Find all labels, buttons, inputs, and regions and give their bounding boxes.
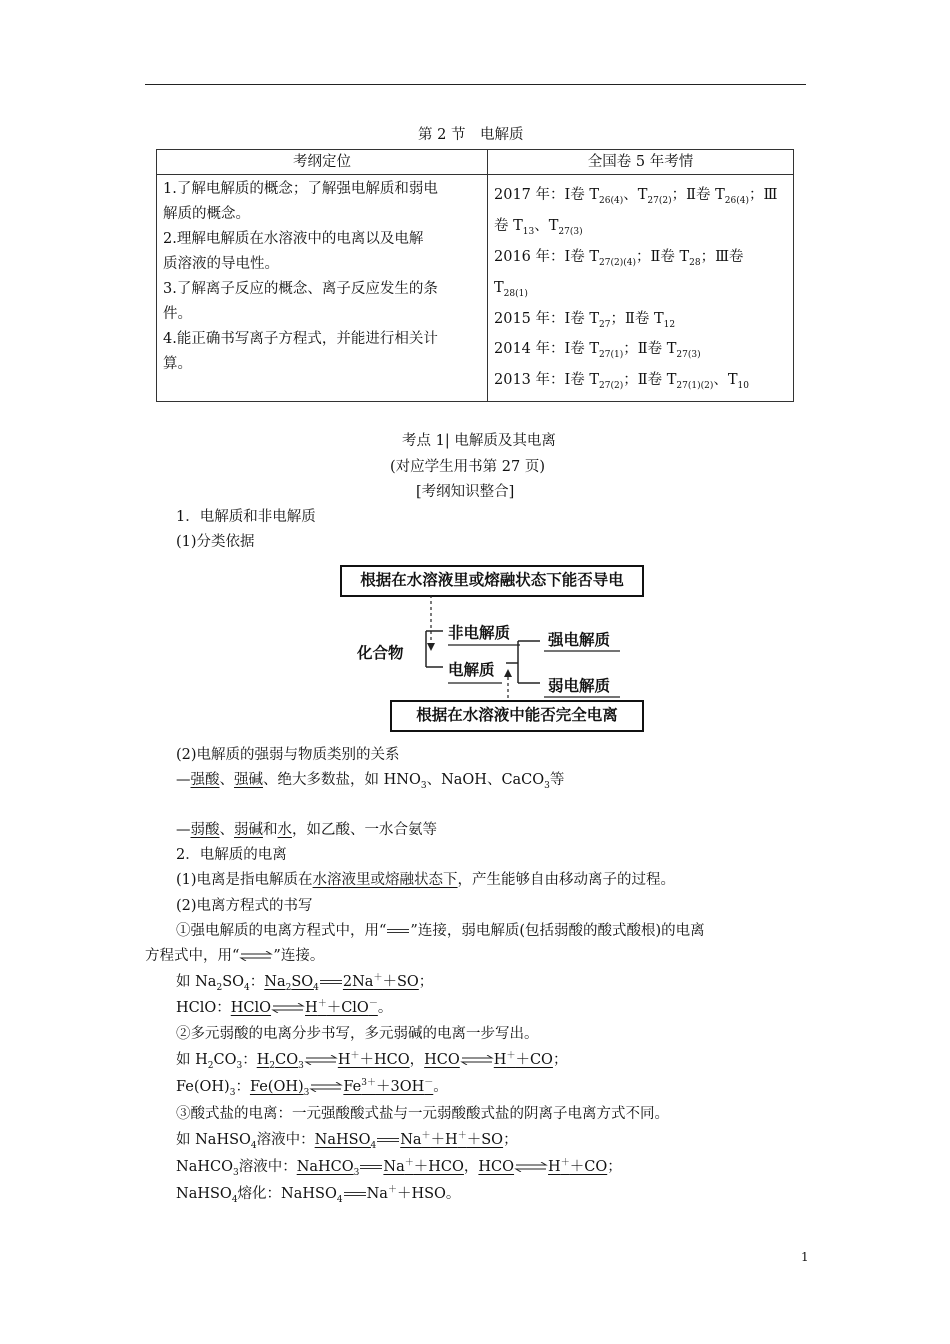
section-title: 第 2 节 电解质 bbox=[418, 127, 524, 143]
reversible-arrow-icon bbox=[271, 1003, 305, 1013]
syllabus-line: 3.了解离子反应的概念、离子反应发生的条 bbox=[163, 281, 438, 297]
arrow-head-up bbox=[504, 669, 512, 677]
strong-category-line: —强酸、强碱、绝大多数盐，如 $HNO_3$、NaOH、CaCO$_3$等 bbox=[176, 772, 565, 791]
example-h2co3: 如 $H_2CO_3$：$H_2CO_3$ H＋＋HCO，HCO H＋＋CO； bbox=[176, 1051, 568, 1071]
example-feoh3: $Fe(OH)_3$：$Fe(OH)_3$ $Fe^{3+}+3OH^-$。 bbox=[176, 1078, 448, 1098]
s2-p1: (1)电离是指电解质在水溶液里或熔融状态下，产生能够自由移动离子的过程。 bbox=[176, 872, 676, 888]
col1-header: 考纲定位 bbox=[157, 150, 488, 175]
strong-electrolyte-label: 强电解质 bbox=[548, 631, 611, 649]
weak-electrolyte-label: 弱电解质 bbox=[548, 677, 611, 695]
exam-2017-cont: 卷 $T_{13}$、$T_{27(3)}$ bbox=[494, 217, 583, 237]
syllabus-line: 质溶液的导电性。 bbox=[163, 256, 279, 272]
example-na2so4: 如 $Na_2SO_4$：$Na_2SO_4$ 2Na＋＋SO； bbox=[176, 973, 434, 993]
equals-sign-icon bbox=[344, 1192, 366, 1196]
exam-2014: 2014 年：Ⅰ卷 $T_{27(1)}$；Ⅱ卷 $T_{27(3)}$ bbox=[494, 341, 701, 361]
s2-p3-cont: 方程式中，用“ ”连接。 bbox=[145, 948, 325, 964]
compound-label: 化合物 bbox=[357, 644, 404, 662]
page-number: 1 bbox=[801, 1250, 809, 1264]
syllabus-points bbox=[157, 175, 488, 402]
exam-history bbox=[488, 175, 794, 402]
bottom-criteria-box: 根据在水溶液中能否完全电离 bbox=[390, 700, 644, 732]
s1-sub1: (1)分类依据 bbox=[176, 534, 255, 550]
kaodian-title: 考点 1| 电解质及其电离 bbox=[402, 433, 556, 449]
reversible-arrow-icon bbox=[309, 1082, 343, 1092]
equals-sign-icon bbox=[360, 1165, 382, 1169]
exam-2013: 2013 年：Ⅰ卷 $T_{27(2)}$；Ⅱ卷 $T_{27(1)(2)}$、$T_{10}$ bbox=[494, 372, 749, 392]
equals-sign-icon bbox=[320, 980, 342, 984]
s2-p4: ②多元弱酸的电离分步书写，多元弱碱的电离一步写出。 bbox=[176, 1026, 539, 1042]
syllabus-line: 1.了解电解质的概念；了解强电解质和弱电 bbox=[163, 181, 438, 197]
diagram-connectors bbox=[330, 563, 650, 738]
s2-p2: (2)电离方程式的书写 bbox=[176, 898, 313, 914]
arrow-head-down bbox=[427, 643, 435, 651]
s1-heading: 1．电解质和非电解质 bbox=[176, 509, 316, 525]
example-hclo: HClO：HClO H＋＋ClO－。 bbox=[176, 999, 393, 1016]
example-nahso4-melt: NaHSO$_4$熔化：NaHSO$_4$ Na＋＋HSO。 bbox=[176, 1185, 461, 1205]
exam-2017: 2017 年：Ⅰ卷 $T_{26(4)}$、$T_{27(2)}$；Ⅱ卷 $T_{26(4)}$；Ⅲ bbox=[494, 187, 778, 206]
s2-p5: ③酸式盐的电离：一元强酸酸式盐与一元弱酸酸式盐的阴离子电离方式不同。 bbox=[176, 1106, 669, 1122]
reversible-arrow-icon bbox=[514, 1162, 548, 1172]
exam-2015: 2015 年：Ⅰ卷 $T_{27}$；Ⅱ卷 $T_{12}$ bbox=[494, 310, 676, 330]
weak-category-line: —弱酸、弱碱和水，如乙酸、一水合氨等 bbox=[176, 822, 437, 838]
syllabus-line: 解质的概念。 bbox=[163, 206, 250, 222]
col2-header: 全国卷 5 年考情 bbox=[488, 150, 794, 175]
reversible-arrow-icon bbox=[460, 1055, 494, 1065]
electrolyte-label: 电解质 bbox=[448, 661, 495, 679]
reversible-arrow-icon bbox=[239, 951, 273, 961]
equals-sign-icon bbox=[387, 929, 409, 933]
non-electrolyte-label: 非电解质 bbox=[448, 624, 511, 642]
reversible-arrow-icon bbox=[304, 1055, 338, 1065]
example-nahco3-solution: NaHCO$_3$溶液中：NaHCO$_3$ Na＋＋HCO，HCO H＋＋CO； bbox=[176, 1158, 622, 1178]
classification-diagram bbox=[330, 563, 650, 738]
kaodian-ref: (对应学生用书第 27 页) bbox=[390, 459, 545, 475]
s1-sub2: (2)电解质的强弱与物质类别的关系 bbox=[176, 747, 400, 763]
s2-heading: 2．电解质的电离 bbox=[176, 847, 287, 863]
exam-2016-cont: $T_{28(1)}$ bbox=[494, 279, 528, 299]
kaodian-tag: [考纲知识整合] bbox=[416, 484, 515, 500]
syllabus-line: 件。 bbox=[163, 306, 192, 322]
example-nahso4-solution: 如 NaHSO$_4$溶液中：NaHSO$_4$ Na＋＋H＋＋SO； bbox=[176, 1131, 518, 1151]
syllabus-line: 算。 bbox=[163, 356, 192, 372]
s2-p3: ①强电解质的电离方程式中，用“ ”连接，弱电解质(包括弱酸的酸式酸根)的电离 bbox=[176, 923, 705, 939]
equals-sign-icon bbox=[377, 1138, 399, 1142]
top-criteria-box: 根据在水溶液里或熔融状态下能否导电 bbox=[340, 565, 644, 597]
syllabus-line: 2.理解电解质在水溶液中的电离以及电解 bbox=[163, 231, 424, 247]
syllabus-table bbox=[156, 149, 794, 402]
syllabus-line: 4.能正确书写离子方程式，并能进行相关计 bbox=[163, 331, 438, 347]
exam-2016: 2016 年：Ⅰ卷 $T_{27(2)(4)}$；Ⅱ卷 $T_{28}$；Ⅲ卷 bbox=[494, 248, 744, 268]
top-rule bbox=[145, 84, 806, 85]
